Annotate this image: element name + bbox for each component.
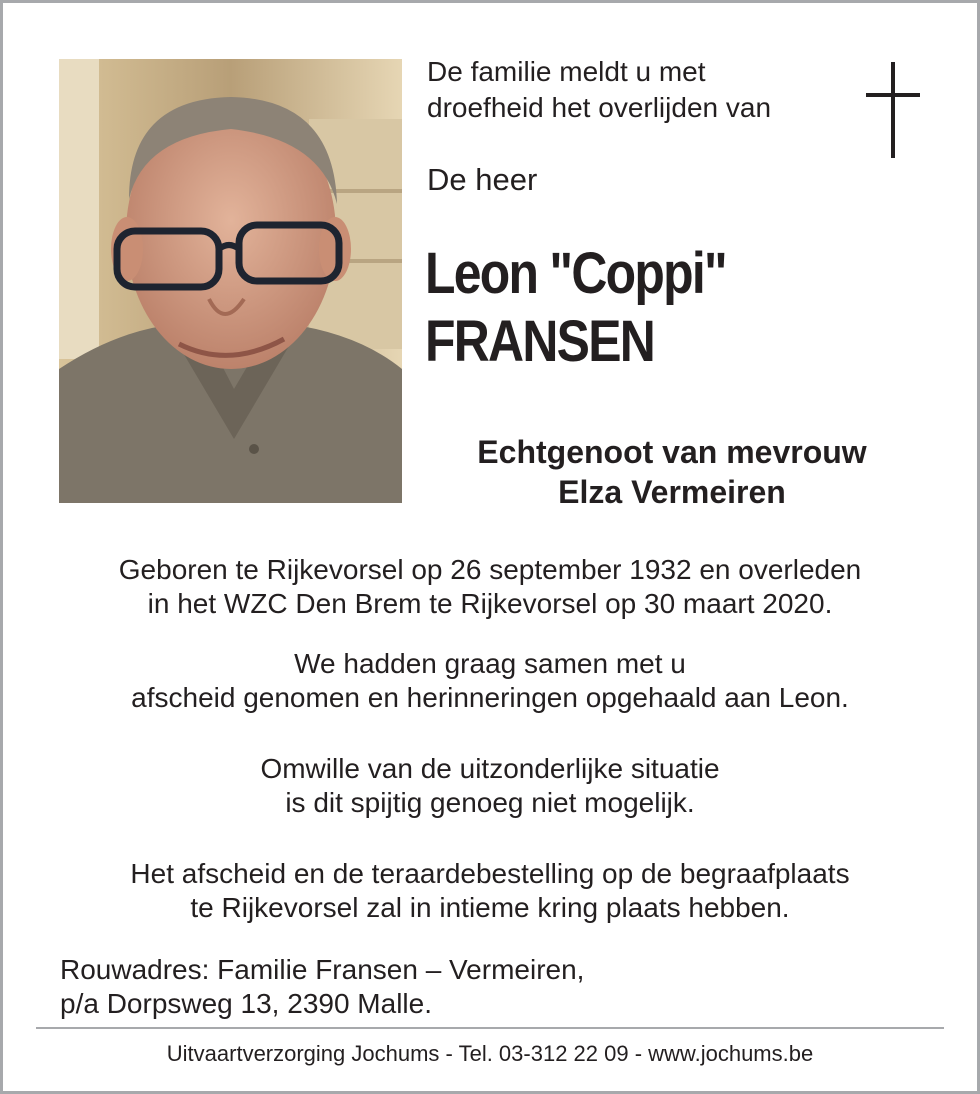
deceased-name (425, 240, 726, 376)
deceased-name-line-1: Leon "Coppi" (425, 241, 726, 306)
birth-death-paragraph (0, 553, 980, 621)
address-line-2: p/a Dorpsweg 13, 2390 Malle. (60, 988, 432, 1019)
paragraph-line: in het WZC Den Brem te Rijkevorsel op 30 maart 2020. (147, 588, 833, 619)
portrait-photo (59, 59, 402, 503)
honorific: De heer (427, 162, 538, 197)
burial-paragraph (0, 857, 980, 925)
paragraph-line: afscheid genomen en herinneringen opgehaald aan Leon. (131, 682, 849, 713)
portrait-illustration (59, 59, 402, 503)
paragraph-line: is dit spijtig genoeg niet mogelijk. (285, 787, 695, 818)
funeral-home-footer: Uitvaartverzorging Jochums - Tel. 03-312 22 09 - www.jochums.be (166, 1041, 814, 1066)
spouse-line-1: Echtgenoot van mevrouw (477, 434, 867, 470)
paragraph-line: We hadden graag samen met u (294, 648, 686, 679)
paragraph-line: Geboren te Rijkevorsel op 26 september 1932 en overleden (118, 554, 862, 585)
cross-vertical-bar (891, 62, 895, 158)
intro-line-2: droefheid het overlijden van (427, 92, 772, 123)
paragraph-line: Omwille van de uitzonderlijke situatie (260, 753, 720, 784)
paragraph-line: te Rijkevorsel zal in intieme kring plaats hebben. (190, 892, 790, 923)
farewell-wish-paragraph (0, 647, 980, 715)
deceased-name-line-2: FRANSEN (425, 309, 655, 374)
paragraph-line: Het afscheid en de teraardebestelling op de begraafplaats (130, 858, 850, 889)
footer-divider (36, 1027, 944, 1029)
address-line-1: Rouwadres: Familie Fransen – Vermeiren, (60, 954, 585, 985)
spouse-info (412, 432, 932, 512)
announcement-intro (427, 54, 847, 126)
cross-icon (862, 62, 924, 160)
intro-line-1: De familie meldt u met (427, 56, 706, 87)
cross-horizontal-bar (866, 93, 920, 97)
spouse-line-2: Elza Vermeiren (558, 474, 786, 510)
situation-paragraph (0, 752, 980, 820)
mourning-address (60, 953, 584, 1021)
